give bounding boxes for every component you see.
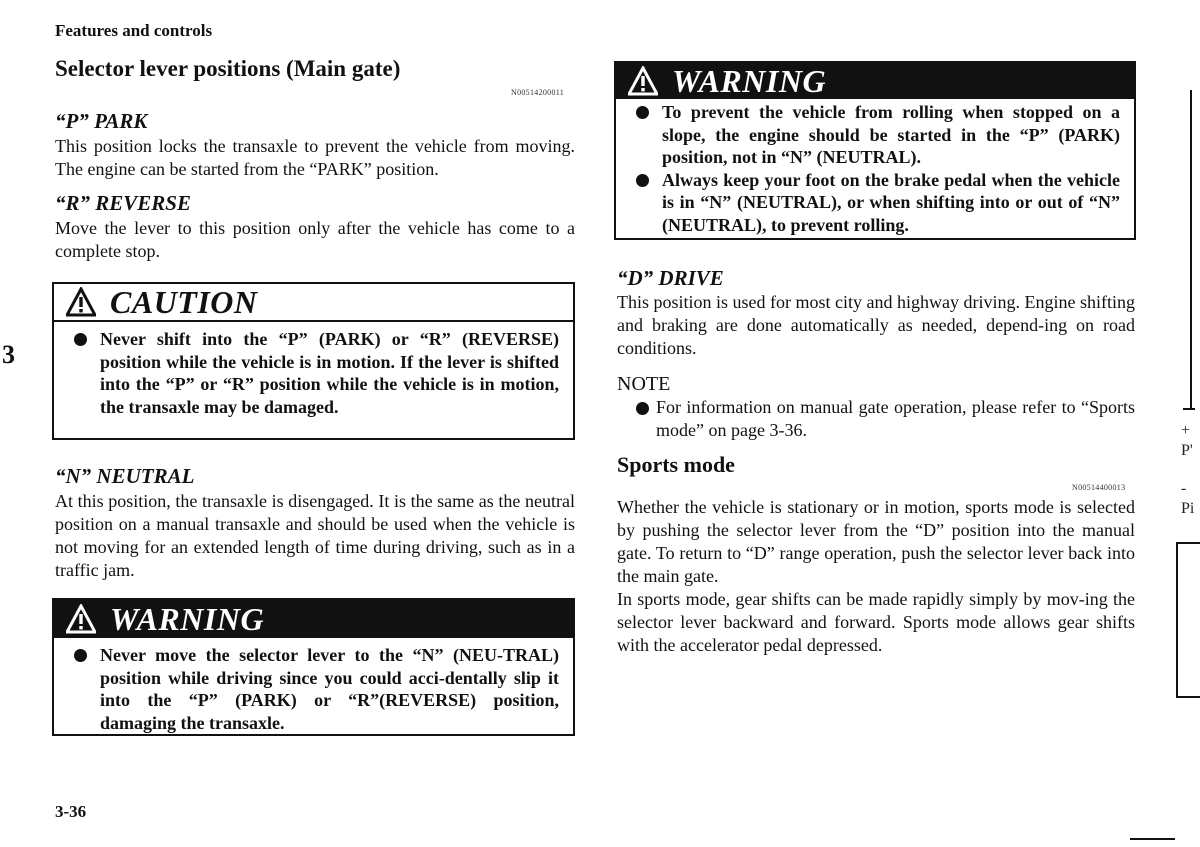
warning-box-right <box>614 61 1136 240</box>
warning-item <box>636 169 1120 237</box>
section-code: N00514200011 <box>511 88 565 97</box>
caution-box <box>52 282 575 440</box>
reverse-heading-letter: “R” <box>55 191 91 215</box>
reverse-heading-word: REVERSE <box>95 191 191 215</box>
edge-text: - <box>1181 480 1187 497</box>
edge-rule <box>1130 838 1175 840</box>
note-item-text: For information on manual gate operation, please refer to “Sports mode” on page 3-36. <box>656 397 1135 440</box>
sports-mode-title: Sports mode <box>617 452 735 477</box>
sports-mode-code: N00514400013 <box>1072 483 1126 492</box>
warning-item <box>74 644 559 734</box>
warning-triangle-icon <box>66 287 96 317</box>
neutral-heading-word: NEUTRAL <box>96 464 195 488</box>
section-header: Features and controls <box>55 21 213 40</box>
sports-mode-paragraph: Whether the vehicle is stationary or in motion, sports mode is selected by pushing the selector lever from the “D” position into the manual gate. To return to “D” range operation, push the selector lever back into the main gate. <box>617 497 1135 586</box>
reverse-text: Move the lever to this position only after the vehicle has come to a complete stop. <box>55 218 575 261</box>
park-heading-word: PARK <box>94 109 148 133</box>
warning-title-right: WARNING <box>672 62 827 99</box>
edge-text: Pi <box>1181 500 1195 517</box>
neutral-heading-letter: “N” <box>55 464 92 488</box>
section-title: Selector lever positions (Main gate) <box>55 56 401 81</box>
caution-list <box>54 322 573 426</box>
warning-triangle-icon <box>66 604 96 634</box>
neutral-heading <box>55 464 194 489</box>
page-number: 3-36 <box>55 802 87 821</box>
caution-item-text: Never shift into the “P” (PARK) or “R” (REVERSE) position while the vehicle is in motion. If the lever is shifted into the “P” or “R” position while the vehicle is in motion, the transaxle may be damaged. <box>100 329 559 417</box>
edge-rule <box>1190 90 1192 410</box>
warning-item-text: Never move the selector lever to the “N” (NEU-TRAL) position while driving since you could acci-dentally slip it into the “P” (PARK) or “R”(REVERSE) position, damaging the transaxle. <box>100 645 559 733</box>
note-label: NOTE <box>617 373 671 395</box>
park-heading <box>55 109 147 134</box>
drive-text: This position is used for most city and highway driving. Engine shifting and braking are done automatically as needed, depend-ing on road conditions. <box>617 292 1135 358</box>
warning-list-right <box>616 99 1134 244</box>
reverse-heading <box>55 191 191 216</box>
bullet-icon <box>74 649 87 662</box>
warning-item-text: To prevent the vehicle from rolling when stopped on a slope, the engine should be started in the “P” (PARK) position, not in “N” (NEUTRAL). <box>662 102 1120 167</box>
park-text: This position locks the transaxle to prevent the vehicle from moving. The engine can be started from the “PARK” position. <box>55 136 575 179</box>
neutral-text: At this position, the transaxle is disengaged. It is the same as the neutral position on a manual transaxle and should be used when the vehicle is not moving for an extended length of time during driving, such as in a traffic jam. <box>55 491 575 580</box>
note-list <box>617 396 1135 441</box>
bullet-icon <box>74 333 87 346</box>
warning-triangle-icon <box>628 66 658 96</box>
warning-list-left <box>54 638 573 742</box>
edge-text: P' <box>1181 442 1193 459</box>
bullet-icon <box>636 402 649 415</box>
warning-box-left <box>52 598 575 736</box>
warning-item-text: Always keep your foot on the brake pedal when the vehicle is in “N” (NEUTRAL), or when shifting into or out of “N” (NEUTRAL), to prevent rolling. <box>662 169 1120 235</box>
edge-rule <box>1183 408 1195 410</box>
chapter-number: 3 <box>2 340 15 369</box>
warning-header-left <box>54 600 573 638</box>
warning-header-right <box>616 63 1134 99</box>
edge-box <box>1176 542 1200 698</box>
bullet-icon <box>636 106 649 119</box>
caution-header <box>54 284 573 322</box>
drive-heading <box>617 266 724 291</box>
warning-title-left: WARNING <box>110 600 265 637</box>
caution-item <box>74 328 559 418</box>
note-item <box>617 396 1135 441</box>
bullet-icon <box>636 174 649 187</box>
park-heading-letter: “P” <box>55 109 89 133</box>
drive-heading-letter: “D” <box>617 266 654 290</box>
sports-mode-paragraph: In sports mode, gear shifts can be made rapidly simply by mov-ing the selector lever backward and forward. Sports mode allows gear shifts with the accelerator pedal depressed. <box>617 589 1135 655</box>
drive-heading-word: DRIVE <box>658 266 724 290</box>
edge-text: + <box>1181 422 1191 439</box>
caution-title: CAUTION <box>110 283 258 320</box>
warning-item <box>636 101 1120 169</box>
